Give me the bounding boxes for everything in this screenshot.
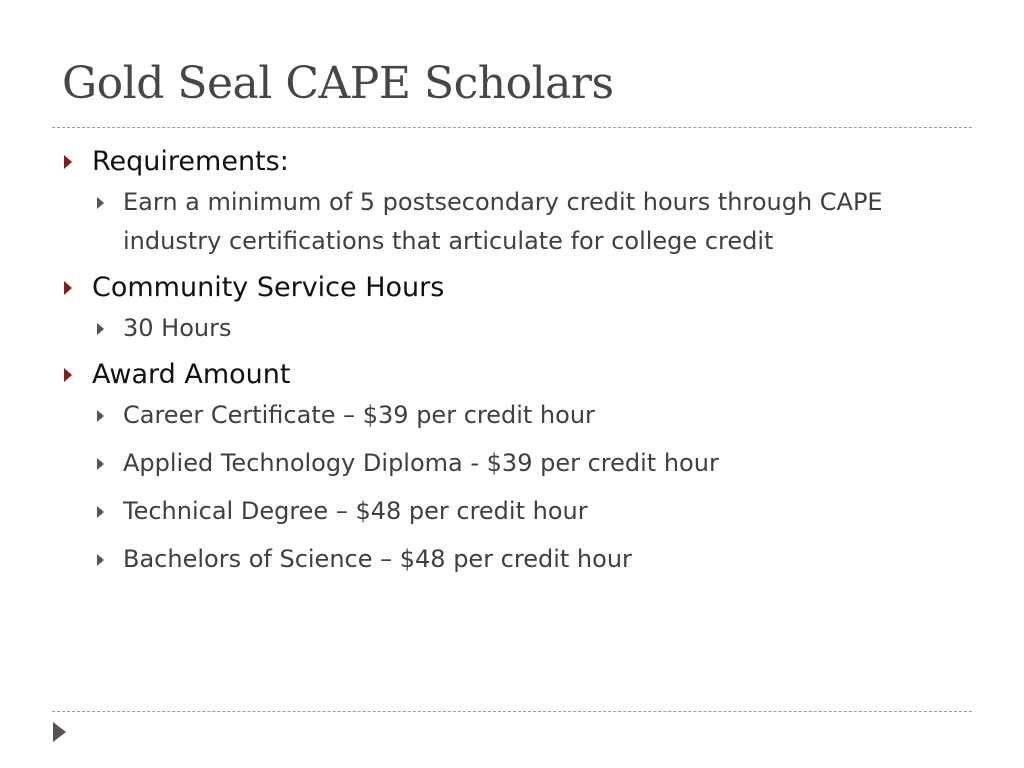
sub-bullet-text: Technical Degree – $48 per credit hour	[123, 497, 588, 525]
triangle-bullet-icon	[97, 554, 104, 566]
triangle-bullet-icon	[64, 281, 72, 295]
sub-bullet	[60, 309, 970, 348]
sub-bullet-text: Applied Technology Diploma - $39 per credit hour	[123, 449, 719, 477]
triangle-bullet-icon	[97, 506, 104, 518]
bullet-requirements	[60, 143, 970, 181]
footer-divider	[52, 711, 972, 712]
sub-bullet	[60, 444, 970, 483]
sub-bullet	[60, 183, 970, 261]
sub-bullet-text: Bachelors of Science – $48 per credit hour	[123, 545, 632, 573]
triangle-bullet-icon	[64, 155, 72, 169]
sub-bullet-text: Career Certificate – $39 per credit hour	[123, 401, 595, 429]
bullet-community-service	[60, 269, 970, 307]
bullet-text: Requirements:	[92, 146, 289, 177]
triangle-bullet-icon	[97, 323, 104, 335]
bullet-text: Community Service Hours	[92, 272, 445, 303]
bullet-text: Award Amount	[92, 359, 291, 390]
triangle-bullet-icon	[97, 410, 104, 422]
slide-title: Gold Seal CAPE Scholars	[62, 58, 614, 109]
corner-arrow-icon	[53, 722, 66, 742]
triangle-bullet-icon	[97, 458, 104, 470]
sub-bullet	[60, 540, 970, 579]
sub-bullet	[60, 492, 970, 531]
sub-bullet-text: Earn a minimum of 5 postsecondary credit hours through CAPE industry certifications that articulate for college credit	[123, 188, 883, 255]
sub-bullet	[60, 396, 970, 435]
triangle-bullet-icon	[97, 197, 104, 209]
triangle-bullet-icon	[64, 368, 72, 382]
sub-bullet-text: 30 Hours	[123, 314, 232, 342]
title-divider	[52, 127, 972, 128]
bullet-award-amount	[60, 356, 970, 394]
slide-content	[60, 143, 970, 579]
